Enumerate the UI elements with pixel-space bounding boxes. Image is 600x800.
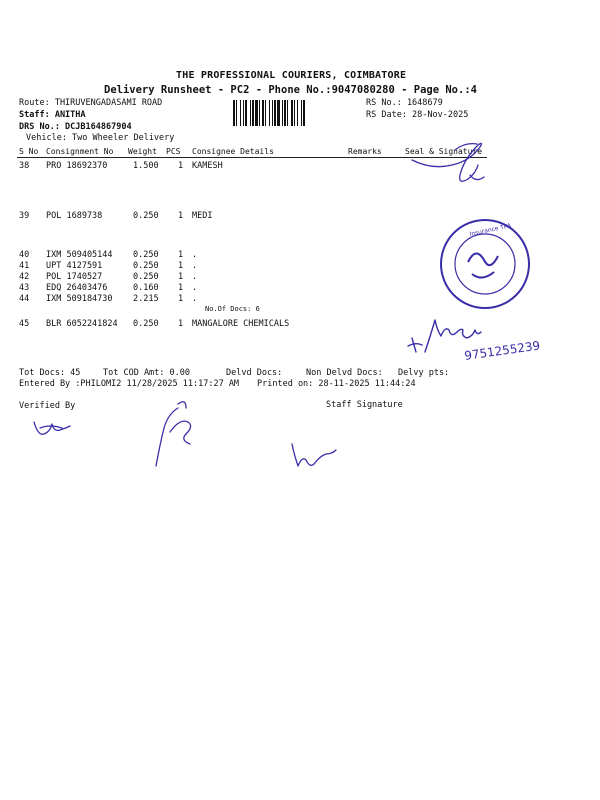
signature-mark-top (412, 143, 484, 181)
row-pcs: 1 (178, 161, 184, 171)
col-weight: Weight (128, 147, 157, 156)
row-consignment: UPT 4127591 (46, 261, 103, 271)
row-sno: 43 (19, 283, 30, 293)
row-weight: 0.250 (133, 211, 159, 221)
svg-text:Insurance TPA: Insurance TPA (468, 222, 512, 238)
row-consignment: PRO 18692370 (46, 161, 108, 171)
row-sno: 45 (19, 319, 30, 329)
row-consignee: KAMESH (192, 161, 223, 171)
col-sno: S No (19, 147, 39, 156)
row-weight: 0.250 (133, 319, 159, 329)
row-consignee: . (192, 261, 198, 271)
printed-on: Printed on: 28-11-2025 11:44:24 (257, 379, 416, 389)
route-label: Route: THIRUVENGADASAMI ROAD (19, 98, 163, 108)
handwritten-phone: 9751255239 (463, 338, 542, 363)
drs-number: DRS No.: DCJB164867904 (19, 122, 132, 132)
row-weight: 0.250 (133, 272, 159, 282)
col-pcs: PCS (166, 147, 181, 156)
row-consignment: IXM 509184730 (46, 294, 113, 304)
row-consignee: . (192, 272, 198, 282)
row-consignment: BLR 6052241824 (46, 319, 118, 329)
rs-date: RS Date: 28-Nov-2025 (366, 110, 469, 120)
row-pcs: 1 (178, 319, 184, 329)
tot-cod: Tot COD Amt: 0.00 (103, 368, 190, 378)
row-sno: 39 (19, 211, 30, 221)
row-weight: 0.250 (133, 261, 159, 271)
non-delvd-docs: Non Delvd Docs: (306, 368, 383, 378)
row-consignee: MEDI (192, 211, 213, 221)
row-weight: 1.500 (133, 161, 159, 171)
company-name: THE PROFESSIONAL COURIERS, COIMBATORE (176, 70, 407, 81)
row-consignment: POL 1740527 (46, 272, 103, 282)
row-pcs: 1 (178, 294, 184, 304)
entered-by: Entered By :PHILOMI2 11/28/2025 11:17:27 AM (19, 379, 240, 389)
row-weight: 0.160 (133, 283, 159, 293)
col-consignment: Consignment No (46, 147, 114, 156)
row-sno: 41 (19, 261, 30, 271)
row-pcs: 1 (178, 272, 184, 282)
row-consignee: MANGALORE CHEMICALS (192, 319, 290, 329)
no-of-docs: No.Of Docs: 6 (205, 305, 260, 313)
rs-number: RS No.: 1648679 (366, 98, 443, 108)
row-weight: 2.215 (133, 294, 159, 304)
verified-signature-2 (156, 402, 191, 466)
runsheet-title: Delivery Runsheet - PC2 - Phone No.:9047080280 - Page No.:4 (104, 84, 477, 96)
row-consignment: EDQ 26403476 (46, 283, 108, 293)
col-remarks: Remarks (348, 147, 382, 156)
row-weight: 0.250 (133, 250, 159, 260)
verified-signature-1 (34, 422, 70, 434)
company-stamp (441, 220, 529, 308)
col-signature: Seal & Signature (405, 147, 483, 156)
row-consignee: . (192, 294, 198, 304)
tot-docs: Tot Docs: 45 (19, 368, 81, 378)
row-pcs: 1 (178, 250, 184, 260)
delvd-docs: Delvd Docs: (226, 368, 283, 378)
row-consignment: IXM 509405144 (46, 250, 113, 260)
row-pcs: 1 (178, 283, 184, 293)
row-consignee: . (192, 283, 198, 293)
row-pcs: 1 (178, 211, 184, 221)
verified-by-label: Verified By (19, 401, 76, 411)
row-pcs: 1 (178, 261, 184, 271)
row-sno: 40 (19, 250, 30, 260)
row-sno: 38 (19, 161, 30, 171)
col-consignee: Consignee Details (192, 147, 274, 156)
vehicle-label: Vehicle: Two Wheeler Delivery (26, 133, 175, 143)
row-consignee: . (192, 250, 198, 260)
row-consignment: POL 1689738 (46, 211, 103, 221)
staff-signature-label: Staff Signature (326, 400, 403, 410)
row-sno: 42 (19, 272, 30, 282)
staff-label: Staff: ANITHA (19, 110, 86, 120)
row-sno: 44 (19, 294, 30, 304)
delvy-pts: Delvy pts: (398, 368, 450, 378)
staff-signature-mark (292, 444, 336, 466)
